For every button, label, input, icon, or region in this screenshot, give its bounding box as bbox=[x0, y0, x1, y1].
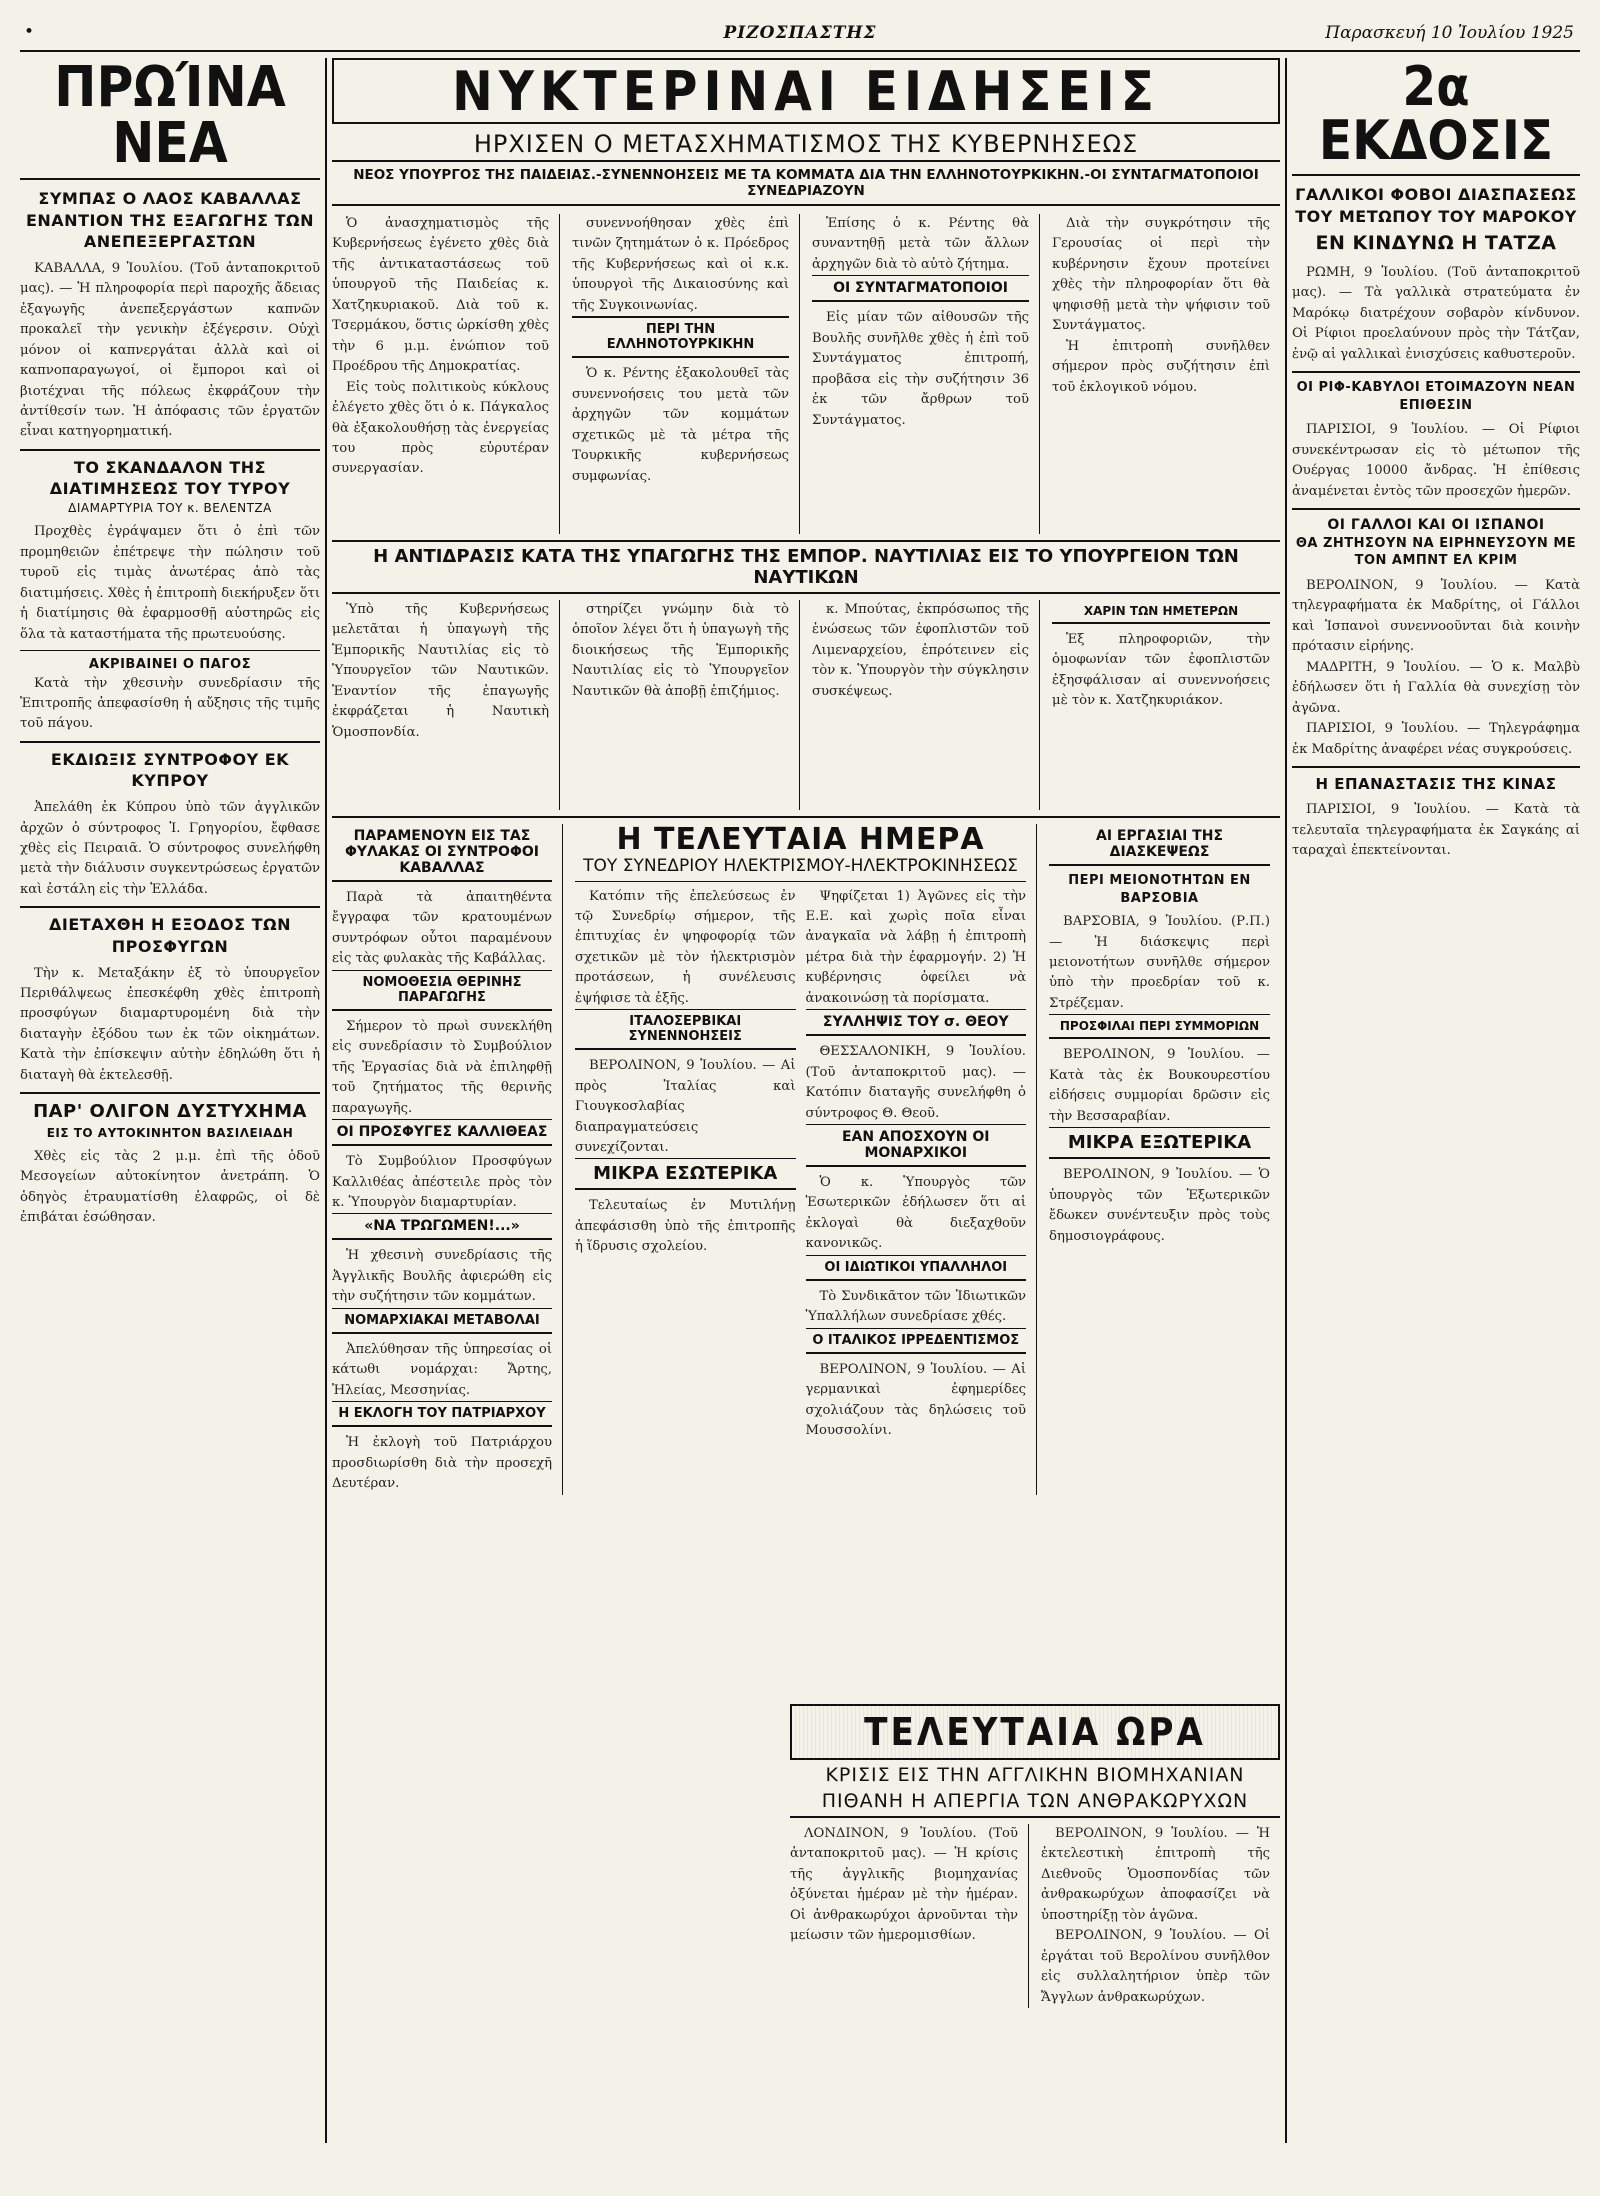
divider bbox=[20, 449, 320, 451]
congress-col-1 bbox=[575, 887, 796, 1442]
article-kavalla: ΚΑΒΑΛΛΑ, 9 Ἰουλίου. (Τοῦ ἀνταποκριτοῦ μας). — Ἡ πληροφορία περὶ παροχῆς ἄδειας ἐξαγωγῆς ἀνεπεξεργάστων καπνῶν προκαλεῖ τὴν γενικὴν ἐξέγερσιν. Οὐχὶ μόνον οἱ καπνεργάται ἀλλὰ καὶ οἱ καπνοπαραγωγοί, οἱ ἔμποροι καὶ οἱ βιοτέχναι τῆς πόλεως ἐκφράζουν τὴν ἀντίθεσίν των. Ἡ ἀπόφασις τῶν ἐργατῶν εἶναι κατηγορηματική. bbox=[20, 260, 320, 440]
headline-monarchists: ΕΑΝ ΑΠΟΣΧΟΥΝ ΟΙ ΜΟΝΑΡΧΙΚΟΙ bbox=[806, 1124, 1027, 1167]
byline-velentza: ΔΙΑΜΑΡΤΥΡΙΑ ΤΟΥ κ. ΒΕΛΕΝΤΖΑ bbox=[68, 501, 272, 516]
article-consultations: συνεννοήθησαν χθὲς ἐπὶ τινῶν ζητημάτων ὁ κ. Πρόεδρος τῆς Κυβερνήσεως καὶ οἱ κ.κ. ὑπουργοὶ τῆς Δικαιοσύνης καὶ τῆς Συγκοινωνίας. bbox=[572, 216, 789, 313]
mm-col-4 bbox=[1052, 600, 1280, 810]
article-mm-1: Ὑπὸ τῆς Κυβερνήσεως μελετᾶται ἡ ὑπαγωγὴ τῆς Ἐμπορικῆς Ναυτιλίας εἰς τὸ Ὑπουργεῖον τῶν Ναυτικῶν. Ἐναντίον τῆς ἐπαγωγῆς ἐκφράζεται ἡ Ναυτικὴ Ὁμοσπονδία. bbox=[332, 602, 549, 740]
headline-gangs: ΠΡΟΣΦΙΛΑΙ ΠΕΡΙ ΣΥΜΜΟΡΙΩΝ bbox=[1049, 1014, 1270, 1039]
top-col-3 bbox=[812, 214, 1040, 534]
article-cheese: Προχθὲς ἐγράψαμεν ὅτι ὁ ἐπὶ τῶν προμηθειῶν ἐπέτρεψε τὴν πώλησιν τοῦ τυροῦ εἰς τιμὰς ἀνωτέρας ἀπὸ τὰς διατιμήσεις. Χθὲς ἡ ἐπιτροπὴ διεκήρυξεν ὅτι ἡ διατίμησις θὰ ἐφαρμοσθῇ αὐστηρῶς εἰς ὅλα τὰ καταστήματα τῆς πρωτευούσης. bbox=[20, 524, 320, 642]
article-italo-serbian: ΒΕΡΟΛΙΝΟΝ, 9 Ἰουλίου. — Αἱ πρὸς Ἰταλίας καὶ Γιουγκοσλαβίας διαπραγματεύσεις συνεχίζονται. bbox=[575, 1058, 796, 1156]
headline-last-day: Η ΤΕΛΕΥΤΑΙΑ ΗΜΕΡΑ bbox=[616, 822, 985, 857]
newspaper-page bbox=[20, 18, 1580, 2148]
mm-col-2 bbox=[572, 600, 800, 810]
headline-morocco: ΓΑΛΛΙΚΟΙ ΦΟΒΟΙ ΔΙΑΣΠΑΣΕΩΣ ΤΟΥ ΜΕΤΩΠΟΥ ΤΟΥ ΜΑΡΟΚΟΥ bbox=[1295, 185, 1577, 226]
divider bbox=[20, 650, 320, 651]
last-hour-grid bbox=[790, 1824, 1280, 2008]
last-hour-box bbox=[790, 1698, 1280, 2008]
headline-government-reshuffle: ΗΡΧΙΣΕΝ Ο ΜΕΤΑΣΧΗΜΑΤΙΣΜΟΣ ΤΗΣ ΚΥΒΕΡΝΗΣΕΩΣ bbox=[473, 130, 1139, 158]
article-patriarch: Ἡ ἐκλογὴ τοῦ Πατριάρχου προσδιωρίσθη διὰ τὴν προσεχῆ Δευτέραν. bbox=[332, 1435, 552, 1492]
headline-italo-serbian: ΙΤΑΛΟΣΕΡΒΙΚΑΙ ΣΥΝΕΝΝΟΗΣΕΙΣ bbox=[575, 1009, 796, 1050]
headline-rif: ΟΙ ΡΙΦ-ΚΑΒΥΛΟΙ ΕΤΟΙΜΑΖΟΥΝ ΝΕΑΝ ΕΠΙΘΕΣΙΝ bbox=[1296, 380, 1576, 413]
article-mm-2: στηρίζει γνώμην διὰ τὸ ὁποῖον λέγει ὅτι ἡ ὑπαγωγὴ τῆς διοικήσεως τῆς Ἐμπορικῆς Ναυτιλίας εἰς τὸ Ὑπουργεῖον Ναυτικῶν θὰ ἀποβῇ ἐπιζήμιος. bbox=[572, 602, 789, 699]
headline-small-foreign: ΜΙΚΡΑ ΕΞΩΤΕΡΙΚΑ bbox=[1049, 1127, 1270, 1159]
article-summer-production: Σήμερον τὸ πρωὶ συνεκλήθη εἰς συνεδρίασιν τὸ Συμβούλιον τῆς Ἐργασίας διὰ νὰ ἐπιληφθῇ τοῦ ζητήματος τῆς θερινῆς παραγωγῆς. bbox=[332, 1018, 552, 1116]
merchant-marine-grid bbox=[332, 600, 1280, 810]
headline-refugees: ΔΙΕΤΑΧΘΗ Η ΕΞΟΔΟΣ ΤΩΝ ΠΡΟΣΦΥΓΩΝ bbox=[49, 915, 291, 956]
middle-grid bbox=[332, 822, 1280, 1492]
headline-french-spanish: ΟΙ ΓΑΛΛΟΙ ΚΑΙ ΟΙ ΙΣΠΑΝΟΙ bbox=[1327, 517, 1545, 533]
section-head-morning-news: ΠΡΩΊΝΑ ΝΕΑ bbox=[20, 60, 320, 180]
headline-patriarch-election: Η ΕΚΛΟΓΗ ΤΟΥ ΠΑΤΡΙΑΡΧΟΥ bbox=[332, 1401, 552, 1427]
article-reshuffle-cont: Εἰς τοὺς πολιτικοὺς κύκλους ἐλέγετο χθὲς ὅτι ὁ κ. Πάγκαλος θὰ ἐξακολουθήσῃ τὰς ἐνεργείας του πρὸς εὐρυτέραν συνεργασίαν. bbox=[332, 379, 549, 477]
congress-grid bbox=[575, 887, 1026, 1442]
newspaper-title: ΡΙΖΟΣΠΑΣΤΗΣ bbox=[723, 23, 877, 43]
article-rif: ΠΑΡΙΣΙΟΙ, 9 Ἰουλίου. — Οἱ Ρίφιοι συνεκέντρωσαν εἰς τὸ μέτωπον τῆς Ουέργας 10000 ἄνδρας. Ἡ ἐπίθεσις ἀναμένεται ἐντὸς τῶν προσεχῶν ἡμερῶν. bbox=[1292, 422, 1580, 499]
last-hour-col-1 bbox=[790, 1824, 1029, 2008]
subheadline-minorities: ΠΕΡΙ ΜΕΙΟΝΟΤΗΤΩΝ ΕΝ ΒΑΡΣΟΒΙΑ bbox=[1068, 873, 1251, 906]
article-rentis: Ἐπίσης ὁ κ. Ρέντης θὰ συναντηθῇ μετὰ τῶν ἄλλων ἀρχηγῶν διὰ τὸ αὐτὸ ζήτημα. bbox=[812, 216, 1029, 272]
headline-for-ours: ΧΑΡΙΝ ΤΩΝ ΗΜΕΤΕΡΩΝ bbox=[1052, 600, 1270, 624]
article-kavalla-prisoners: Παρὰ τὰ ἀπαιτηθέντα ἔγγραφα τῶν κρατουμένων συντρόφων οὗτοι παραμένουν εἰς τὰς φυλακὰς τῆς Καβάλλας. bbox=[332, 890, 552, 967]
headline-prefect-changes: ΝΟΜΑΡΧΙΑΚΑΙ ΜΕΤΑΒΟΛΑΙ bbox=[332, 1308, 552, 1334]
headline-ice: ΑΚΡΙΒΑΙΝΕΙ Ο ΠΑΓΟΣ bbox=[88, 656, 252, 672]
subhead-accident: ΕΙΣ ΤΟ ΑΥΤΟΚΙΝΗΤΟΝ ΒΑΣΙΛΕΙΑΔΗ bbox=[46, 1125, 294, 1140]
top-col-2 bbox=[572, 214, 800, 534]
article-mm-3: κ. Μπούτας, ἐκπρόσωπος τῆς ἑνώσεως τῶν ἐφοπλιστῶν τοῦ Λιμεναρχείου, ἐπρότεινεν εἰς τὸν κ. Ὑπουργὸν τὴν σύγκλησιν συσκέψεως. bbox=[812, 602, 1029, 699]
divider bbox=[575, 881, 1026, 882]
top-col-1 bbox=[332, 214, 560, 534]
article-madrid: ΜΑΔΡΙΤΗ, 9 Ἰουλίου. — Ὁ κ. Μαλβὺ ἐδήλωσεν ὅτι ἡ Γαλλία θὰ συνεχίσῃ τὸν ἀγῶνα. bbox=[1292, 659, 1580, 716]
article-accident: Χθὲς εἰς τὰς 2 μ.μ. ἐπὶ τῆς ὁδοῦ Μεσογείων αὐτοκίνητον ἀνετράπη. Ὁ ὁδηγὸς ἐτραυματίσθη ἐλαφρῶς, οἱ δὲ ἐπιβάται ἐσώθησαν. bbox=[20, 1148, 320, 1226]
headline-cheese-scandal: ΤΟ ΣΚΑΝΔΑΛΟΝ ΤΗΣ ΔΙΑΤΙΜΗΣΕΩΣ ΤΟΥ ΤΥΡΟΥ bbox=[49, 457, 291, 499]
article-peace: ΒΕΡΟΛΙΝΟΝ, 9 Ἰουλίου. — Κατὰ τηλεγραφήματα ἐκ Μαδρίτης, οἱ Γάλλοι καὶ Ἰσπανοὶ συνεννοοῦνται διὰ κοινὴν πρότασιν εἰρήνης. bbox=[1292, 577, 1580, 655]
column-rule bbox=[1285, 58, 1287, 2143]
right-column bbox=[1292, 58, 1580, 2143]
divider bbox=[332, 816, 1280, 818]
headline-english-crisis: ΚΡΙΣΙΣ ΕΙΣ ΤΗΝ ΑΓΓΛΙΚΗΝ ΒΙΟΜΗΧΑΝΙΑΝ bbox=[825, 1764, 1245, 1786]
subheadline-tangier: ΕΝ ΚΙΝΔΥΝΩ Η ΤΑΤΖΑ bbox=[1315, 232, 1557, 255]
article-morocco: ΡΩΜΗ, 9 Ἰουλίου. (Τοῦ ἀνταποκριτοῦ μας). — Τὰ γαλλικὰ στρατεύματα ἐν Μαρόκῳ διατρέχουν σοβαρὸν κίνδυνον. Οἱ Ρίφιοι προελαύνουν πρὸς τὴν Τάτζαν, ἐνῷ αἱ γαλλικαὶ ἐνισχύσεις καθυστεροῦν. bbox=[1292, 264, 1580, 362]
article-congress-votes: Ψηφίζεται 1) Ἀγῶνες εἰς τὴν Ε.Ε. καὶ χωρὶς ποῖα εἶναι ἀναγκαῖα νὰ λάβῃ ἡ ἐπιτροπὴ μέτρα διὰ τὴν ἐφαρμογήν. 2) Ἡ κυβέρνησις ὀφείλει νὰ ἀνακοινώσῃ τὰ πορίσματα. bbox=[805, 888, 1026, 1006]
divider bbox=[20, 741, 320, 743]
masthead-mark: • bbox=[24, 22, 35, 42]
subheadline-abd-el-krim: ΘΑ ΖΗΤΗΣΟΥΝ ΝΑ ΕΙΡΗΝΕΥΣΟΥΝ ΜΕ ΤΟΝ ΑΜΠΝΤ ΕΛ ΚΡΙΜ bbox=[1295, 535, 1577, 569]
article-small-domestic: Τελευταίως ἐν Μυτιλήνῃ ἀπεφάσισθη ὑπὸ τῆς ἐπιτροπῆς ἡ ἵδρυσις σχολείου. bbox=[575, 1198, 796, 1255]
article-let-us-eat: Ἡ χθεσινὴ συνεδρίασις τῆς Ἀγγλικῆς Βουλῆς ἀφιερώθη εἰς τὴν συζήτησιν τῶν κομμάτων. bbox=[332, 1248, 552, 1305]
congress-col-2 bbox=[806, 887, 1027, 1442]
left-column bbox=[20, 58, 320, 2143]
headline-arrest-theou: ΣΥΛΛΗΨΙΣ ΤΟΥ σ. ΘΕΟΥ bbox=[806, 1009, 1027, 1036]
divider bbox=[1292, 508, 1580, 510]
issue-date: Παρασκευή 10 Ἰουλίου 1925 bbox=[1325, 23, 1574, 43]
mid-col-1 bbox=[332, 824, 563, 1495]
article-refugees: Τὴν κ. Μεταξάκην ἐξ τὸ ὑπουργεῖον Περιθάλψεως ἐπεσκέφθη χθὲς ἐπιτροπὴ προσφύγων διαμαρτυρομένη διὰ τὴν διαταγὴν ἐξόδου των ἐκ τῶν οἰκημάτων. Κατὰ τὴν ἐπίσκεψιν αὐτὴν ἐδηλώθη ὅτι ἡ διαταγὴ θὰ ἐκτελεσθῇ. bbox=[20, 965, 320, 1083]
subheadline-new-minister: ΝΕΟΣ ΥΠΟΥΡΓΟΣ ΤΗΣ ΠΑΙΔΕΙΑΣ.-ΣΥΝΕΝΝΟΗΣΕΙΣ ΜΕ ΤΑ ΚΟΜΜΑΤΑ ΔΙΑ ΤΗΝ ΕΛΛΗΝΟΤΟΥΡΚΙΚΗΝ.-ΟΙ ΣΥΝΤΑΓΜΑΤΟΠΟΙΟΙ ΣΥΝΕΔΡΙΑΖΟΥΝ bbox=[332, 160, 1280, 206]
column-rule bbox=[325, 58, 327, 2143]
mid-col-3 bbox=[1049, 824, 1280, 1495]
divider bbox=[1292, 371, 1580, 373]
article-berlin-2: ΒΕΡΟΛΙΝΟΝ, 9 Ἰουλίου. — Οἱ ἐργάται τοῦ Βερολίνου συνῆλθον εἰς συλλαλητήριον ὑπὲρ τῶν Ἄγγλων ἀνθρακωρύχων. bbox=[1041, 1928, 1270, 2005]
headline-accident: ΠΑΡ' ΟΛΙΓΟΝ ΔΥΣΤΥΧΗΜΑ bbox=[33, 1101, 307, 1123]
article-private-employees: Τὸ Συνδικᾶτον τῶν Ἰδιωτικῶν Ὑπαλλήλων συνεδρίασε χθές. bbox=[805, 1288, 1026, 1325]
headline-kavalla-prisoners: ΠΑΡΑΜΕΝΟΥΝ ΕΙΣ ΤΑΣ ΦΥΛΑΚΑΣ ΟΙ ΣΥΝΤΡΟΦΟΙ ΚΑΒΑΛΛΑΣ bbox=[332, 824, 552, 882]
headline-china-revolution: Η ΕΠΑΝΑΣΤΑΣΙΣ ΤΗΣ ΚΙΝΑΣ bbox=[1315, 775, 1557, 794]
article-gangs: ΒΕΡΟΛΙΝΟΝ, 9 Ἰουλίου. — Κατὰ τὰς ἐκ Βουκουρεστίου εἰδήσεις συμμορίαι δρῶσιν εἰς τὴν Βεσσαραβίαν. bbox=[1049, 1047, 1270, 1124]
headline-italian-irredentism: Ο ΙΤΑΛΙΚΟΣ ΙΡΡΕΔΕΝΤΙΣΜΟΣ bbox=[806, 1328, 1027, 1354]
headline-merchant-marine: Η ΑΝΤΙΔΡΑΣΙΣ ΚΑΤΑ ΤΗΣ ΥΠΑΓΩΓΗΣ ΤΗΣ ΕΜΠΟΡ. ΝΑΥΤΙΛΙΑΣ ΕΙΣ ΤΟ ΥΠΟΥΡΓΕΙΟΝ ΤΩΝ ΝΑΥΤΙΚΩΝ bbox=[332, 540, 1280, 594]
divider bbox=[20, 906, 320, 908]
article-kallithea: Τὸ Συμβούλιον Προσφύγων Καλλιθέας ἀπέστειλε πρὸς τὸν κ. Ὑπουργὸν διαμαρτυρίαν. bbox=[332, 1154, 552, 1210]
headline-conference: ΑΙ ΕΡΓΑΣΙΑΙ ΤΗΣ ΔΙΑΣΚΕΨΕΩΣ bbox=[1049, 824, 1270, 866]
banner-night-news: ΝΥΚΤΕΡΙΝΑΙ ΕΙΔΗΣΕΙΣ bbox=[332, 58, 1280, 124]
article-cyprus: Ἀπελάθη ἐκ Κύπρου ὑπὸ τῶν ἀγγλικῶν ἀρχῶν ὁ σύντροφος Ἰ. Γρηγορίου, ἔφθασε χθὲς εἰς Πειραιᾶ. Ὁ σύντροφος συνελήφθη μετὰ τὴν διάλυσιν συγκεντρώσεως ἐργατῶν καὶ ἐστάλη εἰς τὴν Ἑλλάδα. bbox=[20, 800, 320, 897]
center-section bbox=[332, 58, 1280, 2143]
last-hour-col-2 bbox=[1041, 1824, 1280, 2008]
article-congress: Κατόπιν τῆς ἐπελεύσεως ἐν τῷ Συνεδρίῳ σήμερον, τῆς ἐπιτυχίας ἐν ψηφοφορίᾳ τῶν σχετικῶν μὲ τὸν ἠλεκτρισμὸν προτάσεων, ἡ συνέλευσις ἐψήφισε τὰ ἑξῆς. bbox=[575, 888, 796, 1006]
masthead bbox=[20, 18, 1580, 52]
article-constitution: Εἰς μίαν τῶν αἰθουσῶν τῆς Βουλῆς συνῆλθε χθὲς ἡ ἐπὶ τοῦ Συντάγματος ἐπιτροπή, προβᾶσα εἰς τὴν συζήτησιν 36 ἐκ τῶν ἄρθρων τοῦ Συντάγματος. bbox=[812, 310, 1029, 428]
headline-small-domestic: ΜΙΚΡΑ ΕΣΩΤΕΡΙΚΑ bbox=[575, 1158, 796, 1190]
headline-let-us-eat: «ΝΑ ΤΡΩΓΩΜΕΝ!...» bbox=[332, 1213, 552, 1240]
article-warsaw: ΒΑΡΣΟΒΙΑ, 9 Ἰουλίου. (Ρ.Π.) — Ἡ διάσκεψις περὶ μειονοτήτων συνῆλθε σήμερον ὑπὸ τὴν προεδρίαν τοῦ κ. Στρέζεμαν. bbox=[1049, 914, 1270, 1011]
article-ice: Κατὰ τὴν χθεσινὴν συνεδρίασιν τῆς Ἐπιτροπῆς ἀπεφασίσθη ἡ αὔξησις τῆς τιμῆς τοῦ πάγου. bbox=[20, 675, 320, 732]
article-reshuffle: Ὁ ἀνασχηματισμὸς τῆς Κυβερνήσεως ἐγένετο χθὲς διὰ τῆς ἀντικαταστάσεως τοῦ ὑπουργοῦ τῆς Παιδείας κ. Χατζηκυριακοῦ. Διὰ τοῦ κ. Τσερμάκου, ὅστις ὡρκίσθη χθὲς τὴν 6 μ.μ. ἐνώπιον τοῦ Προέδρου τῆς Δημοκρατίας. bbox=[332, 216, 549, 375]
article-arrest: ΘΕΣΣΑΛΟΝΙΚΗ, 9 Ἰουλίου. (Τοῦ ἀνταποκριτοῦ μας). — Κατόπιν διαταγῆς συνελήφθη ὁ σύντροφος Θ. Θεοῦ. bbox=[805, 1044, 1026, 1121]
section-head-second-edition: 2α ΕΚΔΟΣΙΣ bbox=[1292, 60, 1580, 176]
headline-constitution-makers: ΟΙ ΣΥΝΤΑΓΜΑΤΟΠΟΙΟΙ bbox=[812, 275, 1029, 302]
headline-summer-production: ΝΟΜΟΘΕΣΙΑ ΘΕΡΙΝΗΣ ΠΑΡΑΓΩΓΗΣ bbox=[332, 970, 552, 1011]
article-berlin-1: ΒΕΡΟΛΙΝΟΝ, 9 Ἰουλίου. — Ἡ ἐκτελεστικὴ ἐπιτροπὴ τῆς Διεθνοῦς Ὁμοσπονδίας τῶν ἀνθρακωρύχων ἀποφασίζει νὰ ὑποστηρίξῃ τὸν ἀγῶνα. bbox=[1041, 1826, 1270, 1923]
headline-private-employees: ΟΙ ΙΔΙΩΤΙΚΟΙ ΥΠΑΛΛΗΛΟΙ bbox=[806, 1255, 1027, 1281]
article-monarchists: Ὁ κ. Ὑπουργὸς τῶν Ἐσωτερικῶν ἐδήλωσεν ὅτι αἱ ἐκλογαὶ θὰ διεξαχθοῦν κανονικῶς. bbox=[805, 1175, 1026, 1252]
article-irredentism: ΒΕΡΟΛΙΝΟΝ, 9 Ἰουλίου. — Αἱ γερμανικαὶ ἐφημερίδες σχολιάζουν τὰς δηλώσεις τοῦ Μουσσολίνι. bbox=[805, 1361, 1026, 1439]
mm-col-1 bbox=[332, 600, 560, 810]
article-mm-4: Ἐξ πληροφοριῶν, τὴν ὁμοφωνίαν τῶν ἐφοπλιστῶν ἐξησφάλισαν αἱ συνεννοήσεις μὲ τὸν κ. Χατζηκυριάκον. bbox=[1052, 632, 1270, 709]
divider bbox=[20, 1092, 320, 1094]
headline-kallithea-refugees: ΟΙ ΠΡΟΣΦΥΓΕΣ ΚΑΛΛΙΘΕΑΣ bbox=[332, 1119, 552, 1146]
article-london: ΛΟΝΔΙΝΟΝ, 9 Ἰουλίου. (Τοῦ ἀνταποκριτοῦ μας). — Ἡ κρίσις τῆς ἀγγλικῆς βιομηχανίας ὀξύνεται ἡμέραν μὲ τὴν ἡμέραν. Οἱ ἀνθρακωρύχοι ἀρνοῦνται τὴν μείωσιν τῶν ἡμερομισθίων. bbox=[790, 1826, 1018, 1944]
article-small-foreign: ΒΕΡΟΛΙΝΟΝ, 9 Ἰουλίου. — Ὁ ὑπουργὸς τῶν Ἐξωτερικῶν ἔδωκεν συνέντευξιν πρὸς τοὺς δημοσιογράφους. bbox=[1049, 1167, 1270, 1244]
headline-kavalla: ΣΥΜΠΑΣ Ο ΛΑΟΣ ΚΑΒΑΛΛΑΣ ΕΝΑΝΤΙΟΝ ΤΗΣ ΕΞΑΓΩΓΗΣ ΤΩΝ ΑΝΕΠΕΞΕΡΓΑΣΤΩΝ bbox=[25, 189, 315, 252]
article-senate-cont: Ἡ ἐπιτροπὴ συνῆλθεν σήμερον πρὸς συζήτησιν ἐπὶ τοῦ ἐκλογικοῦ νόμου. bbox=[1052, 338, 1270, 395]
headline-greco-turkish: ΠΕΡΙ ΤΗΝ ΕΛΛΗΝΟΤΟΥΡΚΙΚΗΝ bbox=[572, 316, 789, 358]
article-paris: ΠΑΡΙΣΙΟΙ, 9 Ἰουλίου. — Τηλεγράφημα ἐκ Μαδρίτης ἀναφέρει νέας συγκρούσεις. bbox=[1292, 721, 1580, 757]
subheadline-electricity-congress: ΤΟΥ ΣΥΝΕΔΡΙΟΥ ΗΛΕΚΤΡΙΣΜΟΥ-ΗΛΕΚΤΡΟΚΙΝΗΣΕΩΣ bbox=[583, 855, 1018, 876]
headline-cyprus: ΕΚΔΙΩΞΙΣ ΣΥΝΤΡΟΦΟΥ ΕΚ ΚΥΠΡΟΥ bbox=[50, 749, 290, 791]
article-senate: Διὰ τὴν συγκρότησιν τῆς Γερουσίας οἱ περὶ τὴν κυβέρνησιν ἔχουν προτείνει χθὲς τὴν πληροφορίαν ὅτι θὰ ψηφισθῇ μετὰ τὴν ψήφισιν τοῦ Συντάγματος. bbox=[1052, 216, 1270, 334]
mm-col-3 bbox=[812, 600, 1040, 810]
article-china: ΠΑΡΙΣΙΟΙ, 9 Ἰουλίου. — Κατὰ τὰ τελευταῖα τηλεγραφήματα ἐκ Σαγκάης αἱ ταραχαὶ ἐπεκτείνονται. bbox=[1292, 802, 1580, 859]
article-greco-turkish: Ὁ κ. Ρέντης ἐξακολουθεῖ τὰς συνεννοήσεις του μετὰ τῶν ἀρχηγῶν τῶν κομμάτων σχετικῶς μὲ τὰ μέτρα τῆς Τουρκικῆς κυβερνήσεως συμφωνίας. bbox=[572, 366, 789, 484]
top-col-4 bbox=[1052, 214, 1280, 534]
top-article-grid bbox=[332, 214, 1280, 534]
mid-col-2 bbox=[575, 824, 1037, 1495]
divider bbox=[1292, 766, 1580, 768]
headline-miners-strike: ΠΙΘΑΝΗ Η ΑΠΕΡΓΙΑ ΤΩΝ ΑΝΘΡΑΚΩΡΥΧΩΝ bbox=[790, 1790, 1280, 1818]
banner-last-hour: ΤΕΛΕΥΤΑΙΑ ΩΡΑ bbox=[790, 1704, 1280, 1760]
article-prefect-changes: Ἀπελύθησαν τῆς ὑπηρεσίας οἱ κάτωθι νομάρχαι: Ἄρτης, Ἠλείας, Μεσσηνίας. bbox=[332, 1341, 552, 1398]
